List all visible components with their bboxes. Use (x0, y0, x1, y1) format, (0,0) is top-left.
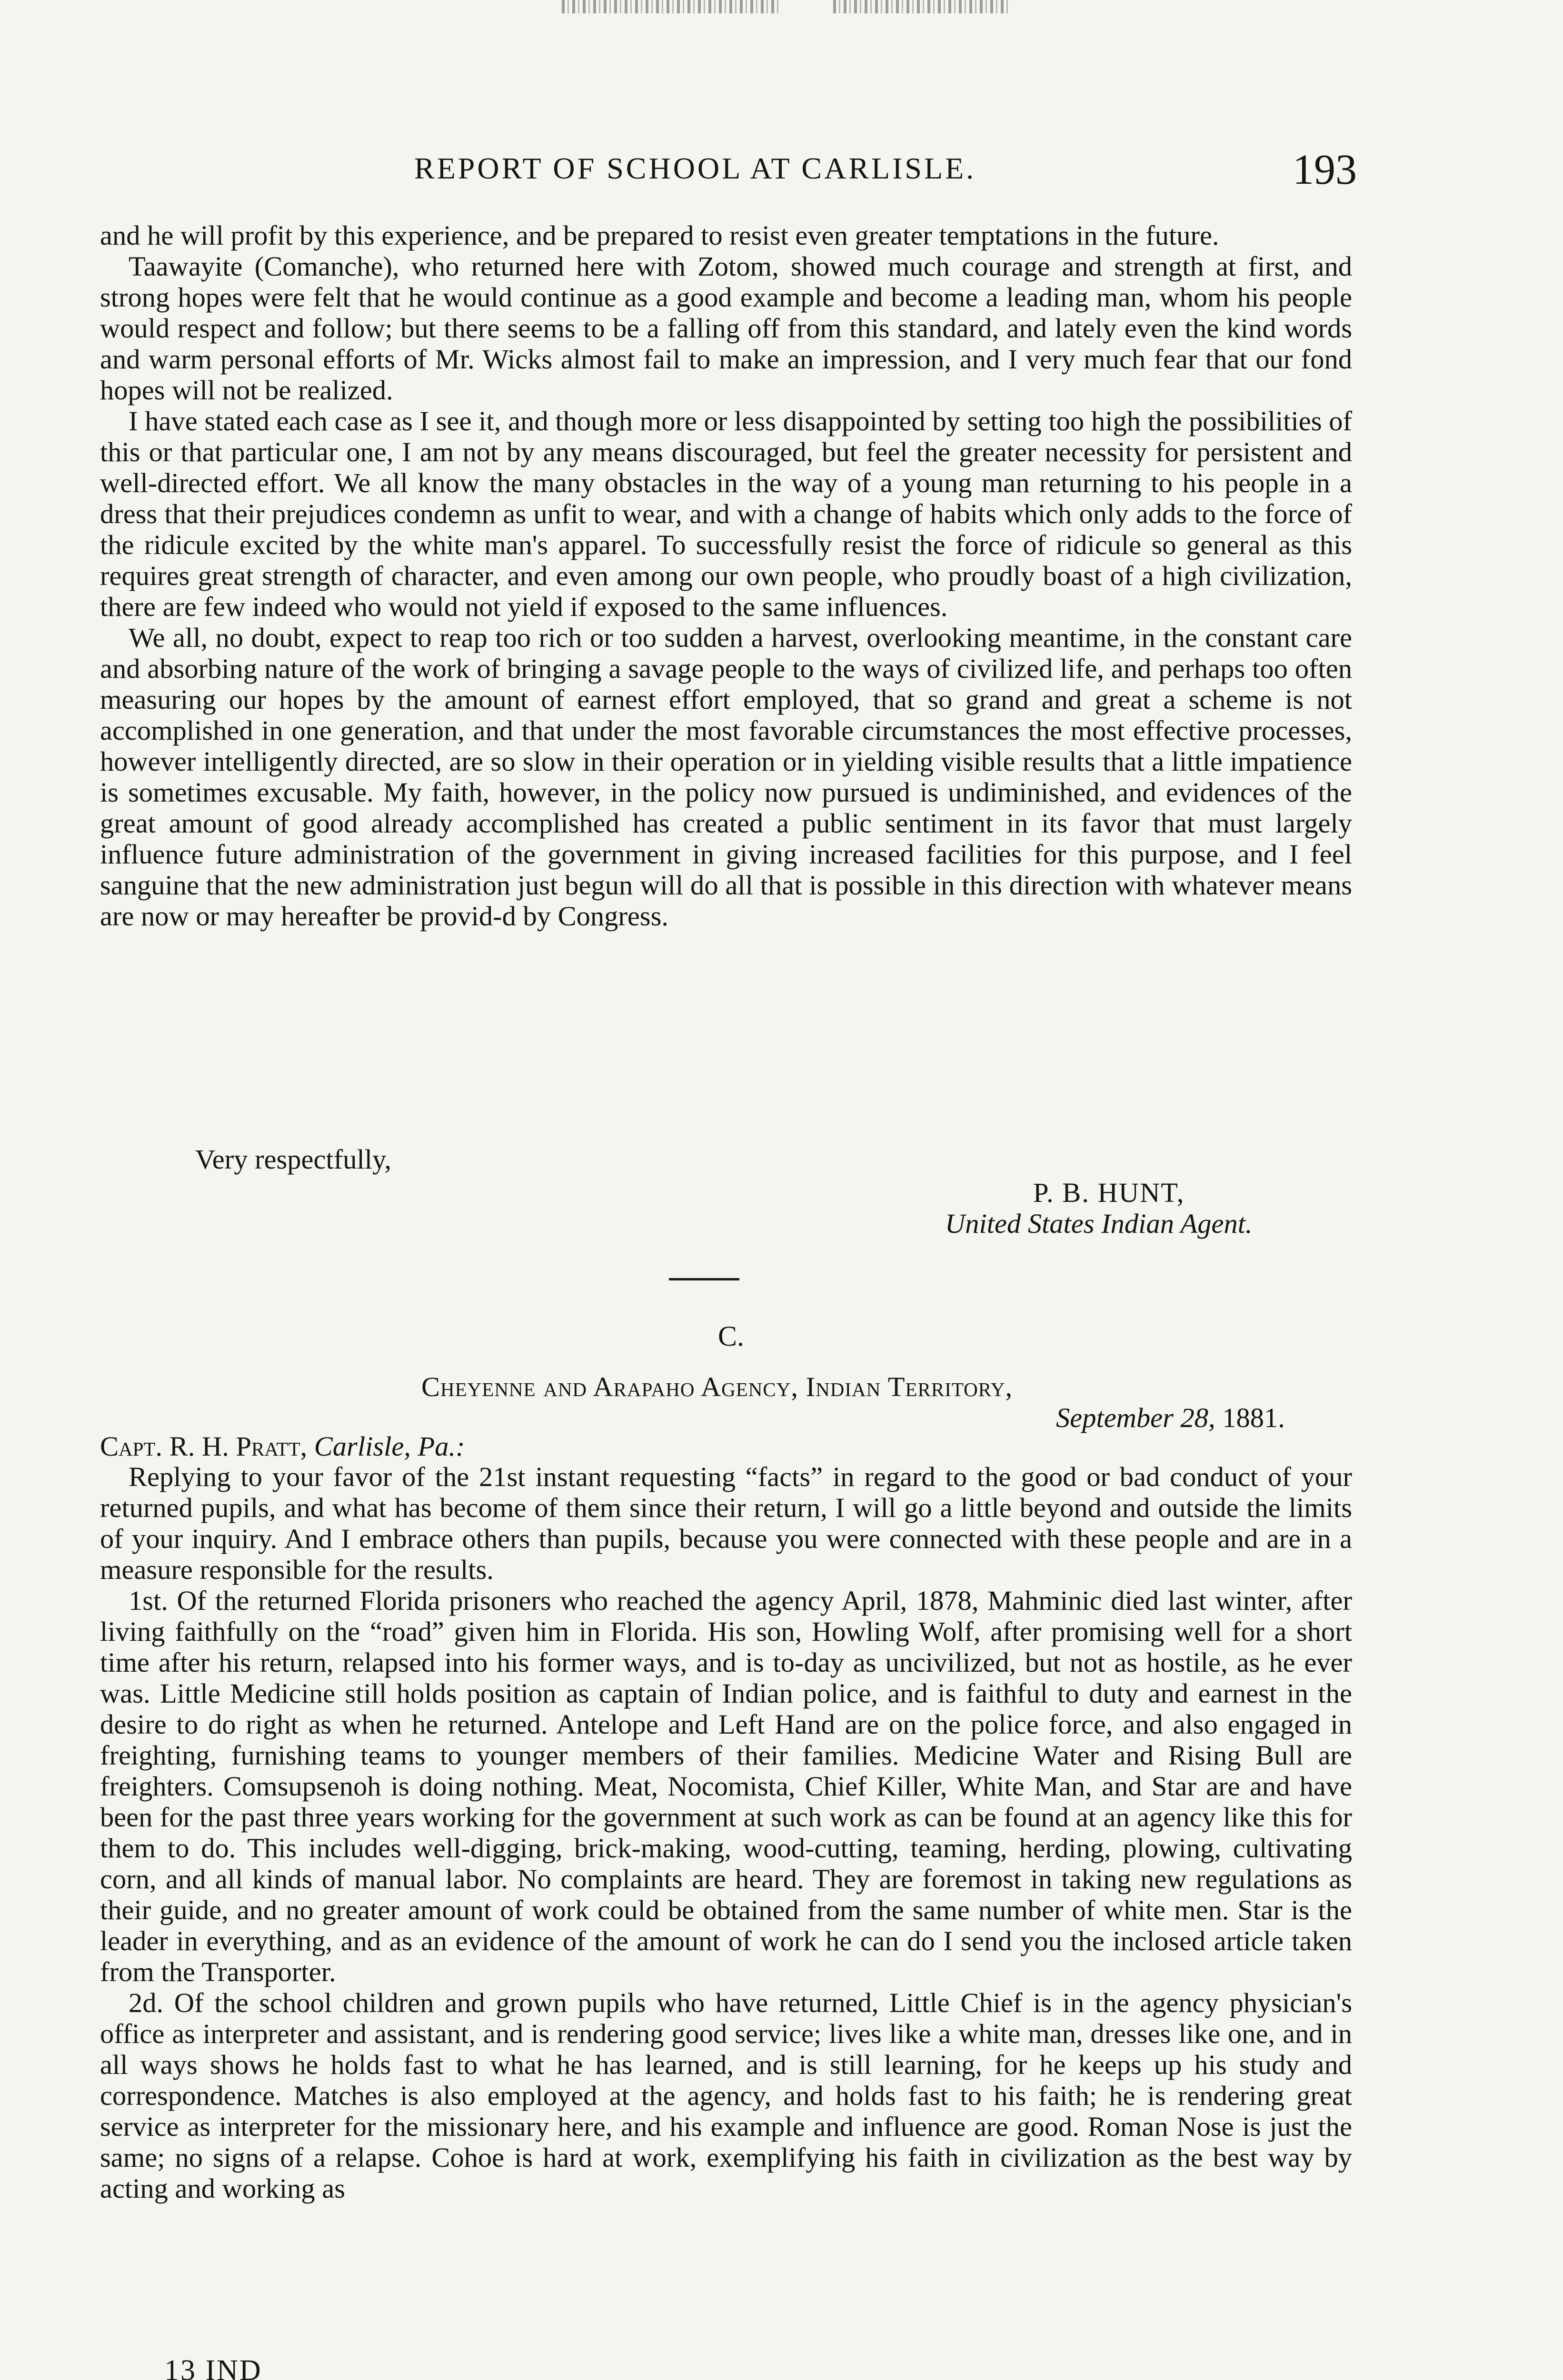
addressee-place: Carlisle, Pa.: (314, 1431, 465, 1462)
page-header (100, 145, 1357, 198)
signature-mark: 13 IND (164, 2354, 262, 2380)
paragraph: 1st. Of the returned Florida prisoners who reached the agency April, 1878, Mahminic died last winter, after living faithfully on the “road” given him in Florida. His son, Howling Wolf, after promising well for a short time after his return, relapsed into his former ways, and is to-day as uncivilized, but not as hostile, as he ever was. Little Medicine still holds position as captain of Indian police, and is faithful to duty and earnest in the desire to do right as when he returned. Antelope and Left Hand are on the police force, and also engaged in freighting, furnishing teams to younger members of their families. Medicine Water and Rising Bull are freighters. Comsupsenoh is doing nothing. Meat, Nocomista, Chief Killer, White Man, and Star are and have been for the past three years working for the government at such work as can be found at an agency like this for them to do. This includes well-digging, brick-making, wood-cutting, teaming, herding, plowing, cultivating corn, and all kinds of manual labor. No complaints are heard. They are foremost in taking new regulations as their guide, and no greater amount of work could be obtained from the same number of white men. Star is the leader in everything, and as an evidence of the amount of work he can do I send you the inclosed article taken from the Transporter. (100, 1585, 1352, 1987)
section-divider (669, 1278, 739, 1280)
paragraph: Taawayite (Comanche), who returned here with Zotom, showed much courage and strength at first, and strong hopes were felt that he would continue as a good example and become a leading man, whom his people would respect and follow; but there seems to be a falling off from this standard, and lately even the kind words and warm personal efforts of Mr. Wicks almost fail to make an impression, and I very much fear that our fond hopes will not be realized. (100, 251, 1352, 406)
letter-body (100, 1461, 1352, 2204)
paragraph: Replying to your favor of the 21st instant requesting “facts” in regard to the good or bad conduct of your returned pupils, and what has become of them since their return, I will go a little beyond and outside the limits of your inquiry. And I embrace others than pupils, because you were connected with these people and are in a measure responsible for the results. (100, 1461, 1352, 1585)
letter-place: Cheyenne and Arapaho Agency, Indian Territory, (421, 1371, 1013, 1402)
addressee (100, 1430, 465, 1462)
paragraph: We all, no doubt, expect to reap too rich or too sudden a harvest, overlooking meantime, in the constant care and absorbing nature of the work of bringing a savage people to the ways of civilized life, and perhaps too often measuring our hopes by the amount of earnest effort employed, that so grand and great a scheme is not accomplished in one generation, and that under the most favorable circumstances the most effective processes, however intelligently directed, are so slow in their operation or in yielding visible results that a little impatience is sometimes excusable. My faith, however, in the policy now pursued is undiminished, and evidences of the great amount of good already accomplished has created a public sentiment in its favor that must largely influence future administration of the government in giving increased facilities for this purpose, and I feel sanguine that the new administration just begun will do all that is possible in this direction with whatever means are now or may hereafter be provid-d by Congress. (100, 622, 1352, 932)
running-head: REPORT OF SCHOOL AT CARLISLE. (414, 151, 976, 185)
paragraph: I have stated each case as I see it, and though more or less disappointed by setting too high the possibilities of this or that particular one, I am not by any means discouraged, but feel the greater necessity for persistent and well-directed effort. We all know the many obstacles in the way of a young man returning to his people in a dress that their prejudices condemn as unfit to wear, and with a change of habits which only adds to the force of the ridicule excited by the white man's apparel. To successfully resist the force of ridicule so general as this requires great strength of character, and even among our own people, who proudly boast of a high civilization, there are few indeed who would not yield if exposed to the same influences. (100, 406, 1352, 622)
signer-title: United States Indian Agent. (945, 1208, 1253, 1239)
paragraph: 2d. Of the school children and grown pupils who have returned, Little Chief is in the agency physician's office as interpreter and assistant, and is rendering good service; lives like a white man, dresses like one, and in all ways shows he holds fast to what he has learned, and is still learning, for he keeps up his study and correspondence. Matches is also employed at the agency, and holds fast to his faith; he is rendering great service as interpreter for the missionary here, and his example and influence are good. Roman Nose is just the same; no signs of a relapse. Cohoe is hard at work, exemplifying his faith in civilization as the best way by acting and working as (100, 1987, 1352, 2204)
signer-name: P. B. HUNT, (1033, 1177, 1185, 1208)
section-heading: C. (718, 1320, 745, 1352)
letter-body (100, 220, 1352, 932)
letter-date (1056, 1402, 1285, 1434)
addressee-name: Capt. R. H. Pratt, (100, 1431, 308, 1462)
date-year: 1881. (1222, 1402, 1285, 1433)
page-number: 193 (1293, 146, 1357, 193)
scan-artifact (833, 0, 1009, 13)
scan-artifact (562, 0, 781, 13)
date-month-day: September 28, (1056, 1402, 1215, 1433)
closing: Very respectfully, (195, 1144, 392, 1175)
paragraph: and he will profit by this experience, and be prepared to resist even greater temptations in the future. (100, 220, 1219, 251)
